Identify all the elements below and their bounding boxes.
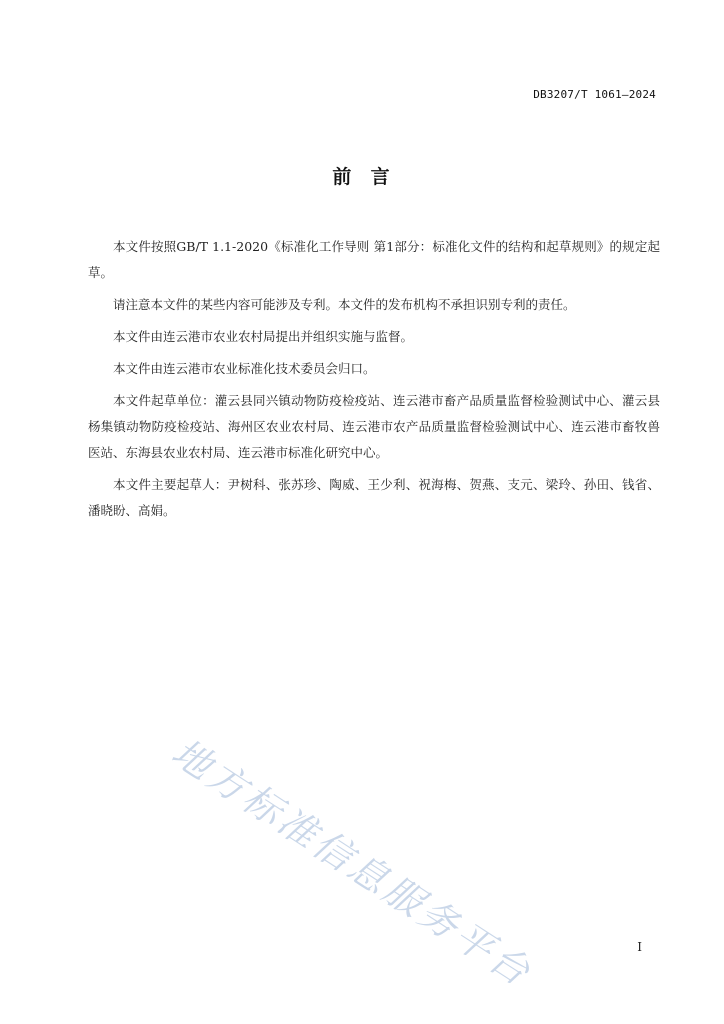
- paragraph-committee: 本文件由连云港市农业标准化技术委员会归口。: [113, 361, 376, 376]
- page-number: I: [637, 940, 642, 954]
- page-title: 前 言: [332, 166, 392, 188]
- paragraph-patent-notice: 请注意本文件的某些内容可能涉及专利。本文件的发布机构不承担识别专利的责任。: [113, 297, 576, 312]
- standard-code: DB3207/T 1061—2024: [533, 88, 656, 101]
- watermark: 地方标准信息服务平台: [164, 729, 541, 996]
- paragraph-drafters: 本文件主要起草人：尹树科、张苏珍、陶威、王少利、祝海梅、贺燕、支元、梁玲、孙田、钱省、潘晓盼、高娟。: [88, 477, 660, 518]
- paragraph-proposer: 本文件由连云港市农业农村局提出并组织实施与监督。: [113, 329, 414, 344]
- paragraph-drafting-rules: 本文件按照GB/T 1.1-2020《标准化工作导则 第1部分：标准化文件的结构和起草规则》的规定起草。: [88, 239, 660, 280]
- paragraph-drafting-units: 本文件起草单位：灌云县同兴镇动物防疫检疫站、连云港市畜产品质量监督检验测试中心、灌云县杨集镇动物防疫检疫站、海州区农业农村局、连云港市农产品质量监督检验测试中心、连云港市畜牧兽医站、东海县农业农村局、连云港市标准化研究中心。: [88, 393, 660, 460]
- document-body: [88, 234, 660, 530]
